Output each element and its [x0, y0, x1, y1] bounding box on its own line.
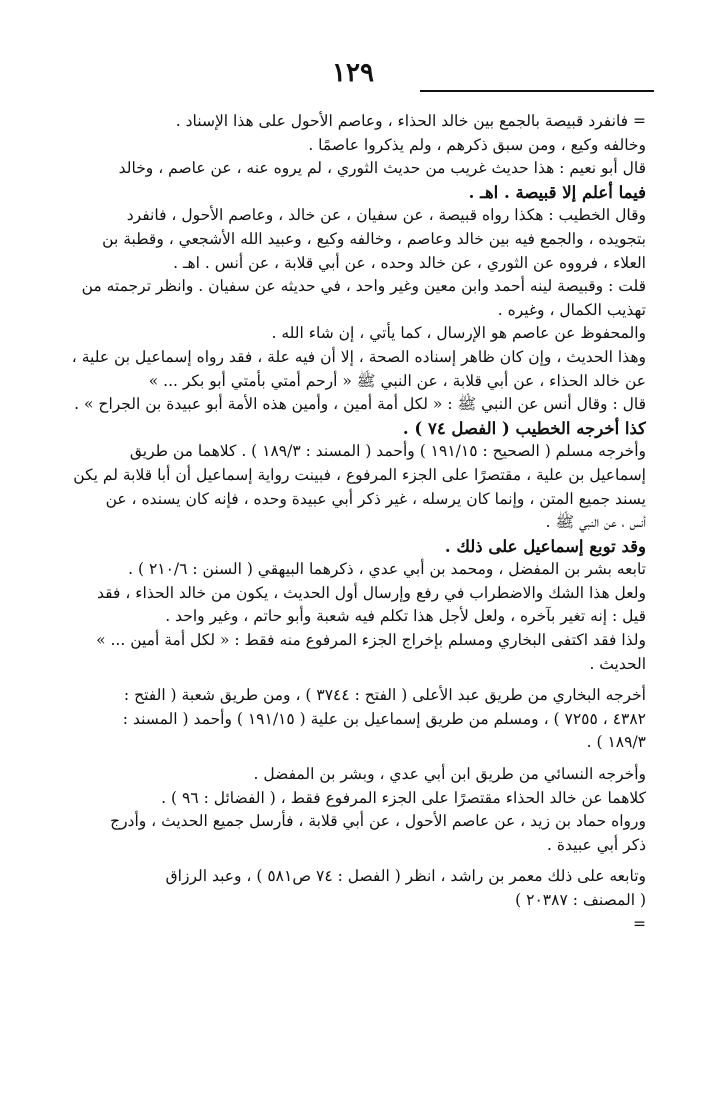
- paragraph: [36, 684, 646, 755]
- paragraph: [36, 204, 646, 275]
- text-line: أخرجه البخاري من طريق عبد الأعلى ( الفتح : ٣٧٤٤ ) ، ومن طريق شعبة ( الفتح :: [123, 686, 646, 705]
- text-line: ورواه حماد بن زيد ، عن عاصم الأحول ، عن أبي قلابة ، فأرسل جميع الحديث ، وأدرج: [110, 812, 646, 831]
- text-line: كلاهما عن خالد الحذاء مقتصرًا على الجزء المرفوع فقط ، ( الفضائل : ٩٦ ) .: [161, 788, 646, 807]
- text-line: ( المصنف : ٢٠٣٨٧ ): [515, 891, 646, 909]
- text-line: = فانفرد قبيصة بالجمع بين خالد الحذاء ، وعاصم الأحول على هذا الإسناد .: [175, 112, 646, 130]
- paragraph: [36, 275, 646, 322]
- page-number: ١٢٩: [332, 58, 374, 88]
- text-line: وتابعه على ذلك معمر بن راشد ، انظر ( الفصل : ٧٤ ص٥٨١ ) ، وعبد الرزاق: [165, 867, 646, 886]
- text-line: وهذا الحديث ، وإن كان ظاهر إسناده الصحة ، إلا أن فيه علة ، فقد رواه إسماعيل بن علية ،: [71, 347, 646, 366]
- text-line: إسماعيل بن علية ، مقتصرًا على الجزء المرفوع ، فبينت رواية إسماعيل أن أبا قلابة لم يكن: [73, 465, 646, 484]
- text-line: وقال الخطيب : هكذا رواه قبيصة ، عن سفيان ، عن خالد ، وعاصم الأحول ، فانفرد: [126, 206, 646, 225]
- text-line: وقد توبع إسماعيل على ذلك .: [444, 536, 646, 556]
- text-line: ٤٣٨٢ ، ٧٢٥٥ ) ، ومسلم من طريق إسماعيل بن علية ( ١٩١/١٥ ) وأحمد ( المسند :: [122, 709, 646, 728]
- paragraph-gap: [36, 857, 646, 865]
- header-rule: [420, 90, 654, 92]
- text-line: وأخرجه النسائي من طريق ابن أبي عدي ، وبشر بن المفضل .: [253, 765, 646, 784]
- paragraph: [36, 440, 646, 534]
- paragraph: [36, 346, 646, 440]
- paragraph: [36, 110, 646, 157]
- text-line: أنس ، عن النبي ﷺ .: [545, 513, 646, 532]
- paragraph: [36, 535, 646, 559]
- text-line: كذا أخرجه الخطيب ( الفصل ٧٤ ) .: [402, 418, 646, 438]
- text-line: قلت : وقبيصة لينه أحمد وابن معين وغير واحد ، في حديثه عن سفيان . وانظر ترجمته من: [81, 277, 646, 296]
- text-line: عن خالد الحذاء ، عن أبي قلابة ، عن النبي ﷺ « أرحم أمتي بأمتي أبو بكر ... »: [148, 371, 646, 390]
- paragraph: [36, 322, 646, 346]
- text-line: قال أبو نعيم : هذا حديث غريب من حديث الثوري ، لم يروه عنه ، عن عاصم ، وخالد: [118, 159, 646, 178]
- paragraph: [36, 558, 646, 676]
- text-line: ١٨٩/٣ ) .: [586, 733, 646, 752]
- text-line: ولعل هذا الشك والاضطراب في رفع وإرسال أول الحديث ، يكون من خالد الحذاء ، فقد: [97, 583, 646, 602]
- paragraph: [36, 865, 646, 936]
- text-line: يسند جميع المتن ، وإنما كان يرسله ، غير ذكر أبي عبيدة وحده ، فإنه كان يسنده ، عن: [105, 489, 646, 508]
- paragraph-gap: [36, 676, 646, 684]
- text-line: وأخرجه مسلم ( الصحيح : ١٩١/١٥ ) وأحمد ( المسند : ١٨٩/٣ ) . كلاهما من طريق: [129, 442, 646, 461]
- text-line: تابعه بشر بن المفضل ، ومحمد بن أبي عدي ، ذكرهما البيهقي ( السنن : ٢١٠/٦ ) .: [128, 560, 646, 579]
- paragraph: [36, 763, 646, 857]
- text-line: فيما أعلم إلا قبيصة . اهـ .: [468, 182, 646, 202]
- text-line: قال : وقال أنس عن النبي ﷺ : « لكل أمة أمين ، وأمين هذه الأمة أبو عبيدة بن الجراح » .: [74, 395, 646, 414]
- text-line: =: [633, 914, 646, 933]
- text-line: ذكر أبي عبيدة .: [547, 835, 646, 854]
- text-line: وخالفه وكيع ، ومن سبق ذكرهم ، ولم يذكروا عاصمًا .: [308, 135, 646, 154]
- page-body: [36, 110, 646, 936]
- text-line: والمحفوظ عن عاصم هو الإرسال ، كما يأتي ، إن شاء الله .: [271, 324, 646, 343]
- paragraph-gap: [36, 755, 646, 763]
- paragraph: [36, 157, 646, 204]
- text-line: الحديث .: [589, 654, 646, 673]
- text-line: قيل : إنه تغير بآخره ، ولعل لأجل هذا تكلم فيه شعبة وأبو حاتم ، وغير واحد .: [165, 607, 646, 626]
- text-line: ولذا فقد اكتفى البخاري ومسلم بإخراج الجزء المرفوع منه فقط : « لكل أمة أمين ... »: [96, 631, 646, 650]
- text-line: تهذيب الكمال ، وغيره .: [497, 300, 646, 319]
- text-line: بتجويده ، والجمع فيه بين خالد وعاصم ، وخالفه وكيع ، وعبيد الله الأشجعي ، وقطبة بن: [102, 229, 646, 248]
- text-line: العلاء ، فرووه عن الثوري ، عن خالد وحده ، عن أبي قلابة ، عن أنس . اهـ .: [173, 253, 646, 272]
